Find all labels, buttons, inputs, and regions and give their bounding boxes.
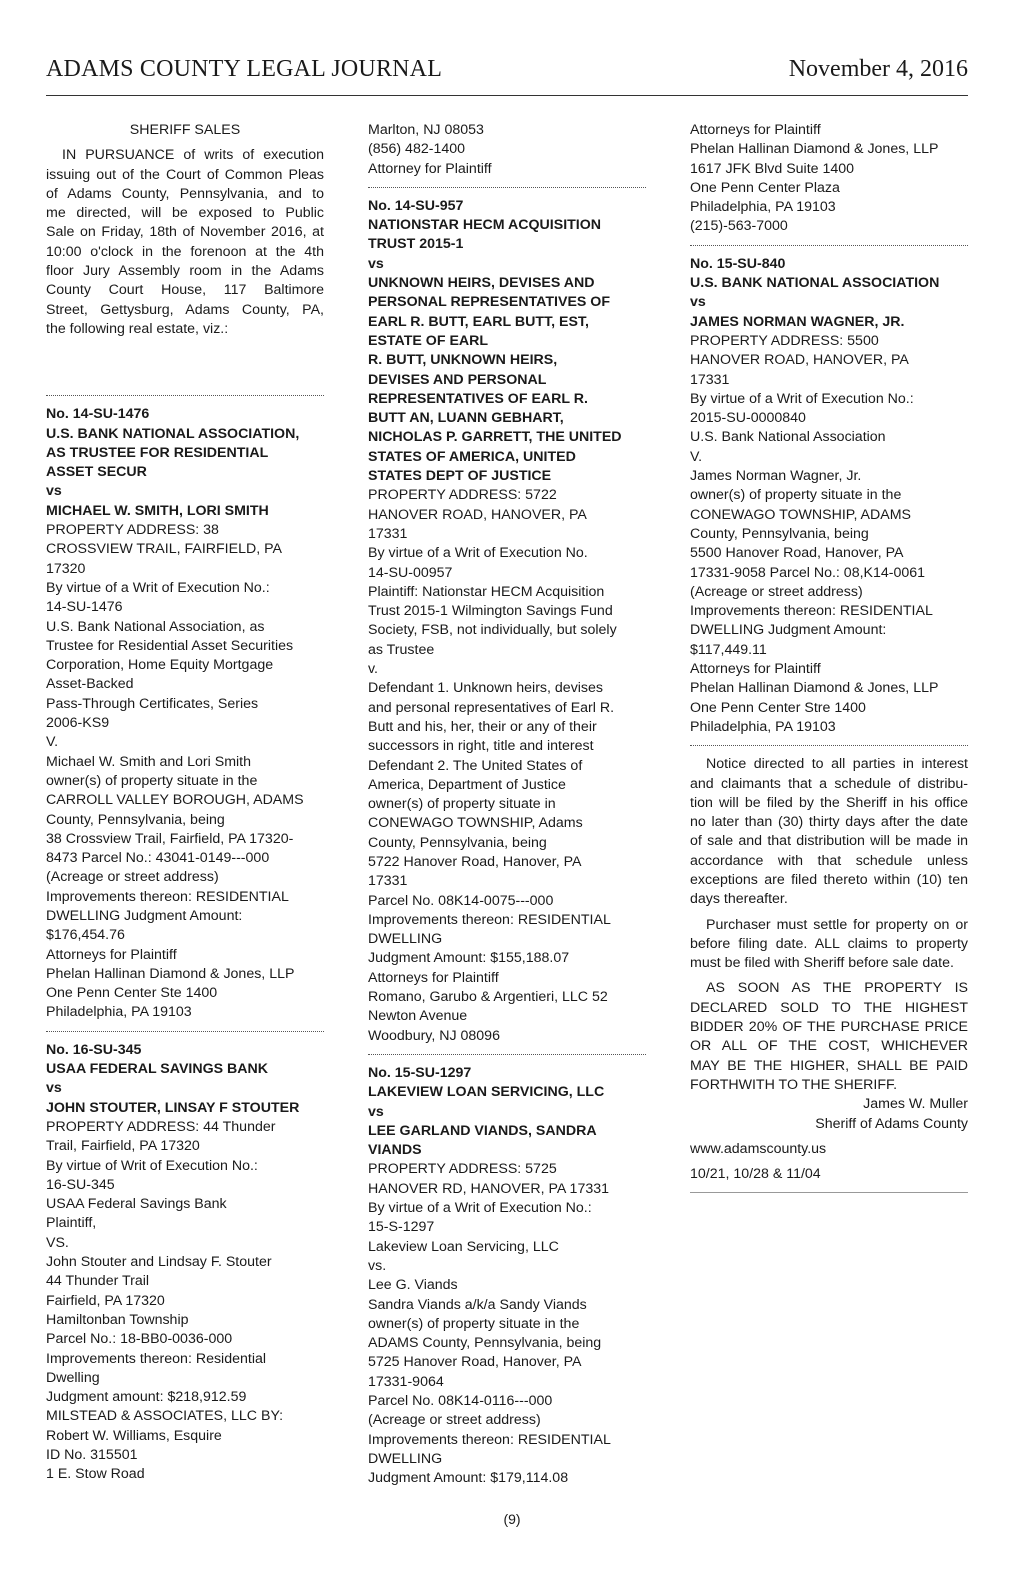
notice-line: before filing date. ALL claims to property: [690, 935, 968, 952]
case-line: Improvements thereon: RESIDENTIAL: [46, 888, 289, 905]
sheriff-sales-heading: SHERIFF SALES: [129, 122, 241, 138]
case-line: Improvements thereon: Residential: [46, 1350, 267, 1367]
case-line: vs.: [368, 1257, 387, 1274]
case-line: County, Pennsylvania, being: [368, 834, 547, 851]
case-line: 2006-KS9: [46, 715, 110, 732]
case-line: Philadelphia, PA 19103: [690, 718, 836, 735]
case-caption-line: BUTT AN, LUANN GEBHART,: [368, 410, 564, 427]
case-caption-line: VIANDS: [368, 1142, 422, 1159]
case-line: 14-SU-1476: [46, 599, 123, 616]
case-caption-line: vs: [368, 1103, 384, 1120]
case-line: Trust 2015-1 Wilmington Savings Fund: [368, 603, 613, 620]
case-line: DWELLING: [368, 1450, 443, 1467]
case-15-su-840: [690, 255, 968, 737]
case-caption-line: R. BUTT, UNKNOWN HEIRS,: [368, 352, 558, 369]
case-number: No. 14-SU-1476: [46, 406, 150, 423]
case-caption-line: STATES DEPT OF JUSTICE: [368, 468, 552, 485]
case-caption-line: U.S. BANK NATIONAL ASSOCIATION,: [46, 425, 300, 442]
case-line: America, Department of Justice: [368, 776, 566, 793]
case-line: County, Pennsylvania, being: [46, 811, 225, 828]
case-line: PROPERTY ADDRESS: 38: [46, 522, 219, 539]
case-line: HANOVER ROAD, HANOVER, PA: [368, 506, 587, 523]
case-line: John Stouter and Lindsay F. Stouter: [46, 1254, 272, 1271]
case-line: Woodbury, NJ 08096: [368, 1027, 500, 1044]
case-line: One Penn Center Plaza: [690, 179, 840, 196]
case-line: PROPERTY ADDRESS: 5500: [690, 332, 879, 349]
case-line: VS.: [46, 1234, 69, 1251]
case-line: Butt and his, her, their or any of their: [368, 718, 597, 735]
county-website: www.adamscounty.us: [690, 1140, 827, 1157]
case-line: V.: [690, 448, 703, 465]
case-14-su-957: [368, 197, 646, 1046]
case-line: U.S. Bank National Association: [690, 429, 886, 446]
case-line: 16-SU-345: [46, 1176, 115, 1193]
section-divider: [46, 395, 324, 396]
case-line: By virtue of a Writ of Execution No.:: [690, 390, 914, 407]
case-line: Parcel No.: 18-BB0-0036-000: [46, 1331, 233, 1348]
case-line: Judgment Amount: $179,114.08: [368, 1470, 569, 1487]
case-line: Plaintiff: Nationstar HECM Acquisition: [368, 583, 605, 600]
case-line: Attorneys for Plaintiff: [368, 969, 499, 986]
case-line: Sandra Viands a/k/a Sandy Viands: [368, 1296, 587, 1313]
case-line: owner(s) of property situate in the: [368, 1315, 580, 1332]
case-line: Michael W. Smith and Lori Smith: [46, 753, 252, 770]
case-line: Improvements thereon: RESIDENTIAL: [690, 603, 933, 620]
case-line: Attorneys for Plaintiff: [690, 122, 821, 138]
notice-line: no later than (30) thirty days after the date: [690, 814, 968, 831]
notice-line: and claimants that a schedule of distribu-: [690, 775, 968, 792]
case-line: 5725 Hanover Road, Hanover, PA: [368, 1354, 582, 1371]
case-line: DWELLING Judgment Amount:: [46, 907, 243, 924]
case-line: 14-SU-00957: [368, 564, 453, 581]
case-caption-line: TRUST 2015-1: [368, 236, 464, 253]
case-line: DWELLING: [368, 931, 443, 948]
case-line: Improvements thereon: RESIDENTIAL: [368, 1431, 611, 1448]
case-line: Corporation, Home Equity Mortgage: [46, 657, 274, 674]
case-caption-line: vs: [368, 255, 384, 272]
intro-line: County Court House, 117 Baltimore: [46, 282, 324, 299]
case-line: Attorneys for Plaintiff: [46, 946, 177, 963]
case-line: Lee G. Viands: [368, 1277, 458, 1294]
case-line: Phelan Hallinan Diamond & Jones, LLP: [46, 965, 295, 982]
notice-line: FORTHWITH TO THE SHERIFF.: [690, 1076, 898, 1093]
notice-line: exceptions are filed thereto within (10) ten: [690, 871, 968, 888]
case-line: By virtue of a Writ of Execution No.:: [46, 579, 270, 596]
notice-line: MAY BE THE HIGHER, SHALL BE PAID: [690, 1057, 968, 1074]
case-line: By virtue of a Writ of Execution No.:: [368, 1200, 592, 1217]
case-caption-line: PERSONAL REPRESENTATIVES OF: [368, 294, 611, 311]
case-line: DWELLING Judgment Amount:: [690, 622, 887, 639]
case-line: successors in right, title and interest: [368, 738, 594, 755]
case-line: v.: [368, 661, 378, 678]
case-line: $176,454.76: [46, 927, 125, 944]
case-line: Attorneys for Plaintiff: [690, 661, 821, 678]
intro-line: issuing out of the Court of Common Pleas: [46, 166, 324, 183]
case-caption-line: U.S. BANK NATIONAL ASSOCIATION: [690, 275, 940, 292]
notice-line: tion will be filed by the Sheriff in his office: [690, 794, 968, 811]
case-line: HANOVER RD, HANOVER, PA 17331: [368, 1180, 610, 1197]
case-line: ADAMS County, Pennsylvania, being: [368, 1335, 602, 1352]
case-caption-line: NATIONSTAR HECM ACQUISITION: [368, 217, 602, 234]
case-line: (Acreage or street address): [46, 869, 219, 886]
notice-line: of sale and that distribution will be made in: [690, 833, 968, 850]
case-line: One Penn Center Ste 1400: [46, 985, 218, 1002]
notice-line: days thereafter.: [690, 891, 788, 908]
case-caption-line: AS TRUSTEE FOR RESIDENTIAL: [46, 444, 269, 461]
case-line: 17331: [368, 525, 408, 542]
end-rule: [690, 1192, 968, 1193]
column-1: [46, 121, 324, 1485]
case-line: Newton Avenue: [368, 1008, 468, 1025]
section-divider: [46, 1031, 324, 1032]
case-number: No. 15-SU-1297: [368, 1064, 472, 1081]
case-line: County, Pennsylvania, being: [690, 525, 869, 542]
case-line: Judgment amount: $218,912.59: [46, 1389, 247, 1406]
case-15-su-1297-continued: [690, 121, 968, 237]
case-14-su-1476: [46, 405, 324, 1023]
case-line: MILSTEAD & ASSOCIATES, LLC BY:: [46, 1408, 284, 1425]
case-number: No. 16-SU-345: [46, 1041, 142, 1058]
case-line: (Acreage or street address): [368, 1412, 541, 1429]
case-caption-line: USAA FEDERAL SAVINGS BANK: [46, 1061, 269, 1078]
case-16-su-345: [46, 1041, 324, 1485]
intro-line: the following real estate, viz.:: [46, 320, 229, 337]
case-line: ID No. 315501: [46, 1447, 138, 1463]
case-line: 17331: [690, 371, 730, 388]
case-line: (Acreage or street address): [690, 583, 863, 600]
case-line: 8473 Parcel No.: 43041-0149---000: [46, 850, 270, 867]
case-line: CONEWAGO TOWNSHIP, Adams: [368, 815, 583, 832]
case-line: V.: [46, 734, 59, 751]
case-line: owner(s) of property situate in: [368, 796, 556, 813]
intro-line: 10:00 o'clock in the forenoon at the 4th: [46, 243, 324, 260]
case-caption-line: DEVISES AND PERSONAL: [368, 371, 547, 388]
notice-line: BIDDER 20% OF THE PURCHASE PRICE: [690, 1019, 968, 1036]
case-line: Society, FSB, not individually, but solely: [368, 622, 617, 639]
publication-dates: 10/21, 10/28 & 11/04: [690, 1166, 821, 1183]
case-caption-line: vs: [46, 1080, 62, 1097]
case-caption-line: REPRESENTATIVES OF EARL R.: [368, 390, 588, 407]
case-caption-line: UNKNOWN HEIRS, DEVISES AND: [368, 275, 595, 292]
case-line: 38 Crossview Trail, Fairfield, PA 17320-: [46, 830, 294, 847]
case-line: Judgment Amount: $155,188.07: [368, 950, 570, 967]
case-line: 1617 JFK Blvd Suite 1400: [690, 160, 855, 177]
case-line: 44 Thunder Trail: [46, 1273, 150, 1290]
case-line: Plaintiff,: [46, 1215, 97, 1232]
case-line: Robert W. Williams, Esquire: [46, 1427, 222, 1444]
intro-paragraph: [46, 146, 324, 339]
section-divider: [368, 1054, 646, 1055]
case-caption-line: MICHAEL W. SMITH, LORI SMITH: [46, 502, 269, 519]
case-line: 17331: [368, 873, 408, 890]
section-divider: [690, 245, 968, 246]
case-line: PROPERTY ADDRESS: 5722: [368, 487, 557, 504]
case-16-su-345-continued: [368, 121, 646, 179]
section-divider: [690, 745, 968, 746]
notice-line: OR ALL OF THE COST, WHICHEVER: [690, 1038, 968, 1055]
intro-line: floor Jury Assembly room in the Adams: [46, 263, 324, 280]
notice-line: AS SOON AS THE PROPERTY IS: [706, 980, 968, 997]
case-15-su-1297: [368, 1064, 646, 1489]
case-caption-line: ESTATE OF EARL: [368, 332, 489, 349]
case-line: 17331-9058 Parcel No.: 08,K14-0061: [690, 564, 926, 581]
case-line: 5500 Hanover Road, Hanover, PA: [690, 545, 904, 562]
case-line: One Penn Center Stre 1400: [690, 699, 866, 716]
case-line: U.S. Bank National Association, as: [46, 618, 265, 635]
case-line: Parcel No. 08K14-0075---000: [368, 892, 554, 909]
case-line: 17331-9064: [368, 1373, 444, 1390]
case-line: 5722 Hanover Road, Hanover, PA: [368, 853, 582, 870]
case-line: owner(s) of property situate in the: [690, 487, 902, 504]
case-caption-line: EARL R. BUTT, EARL BUTT, EST,: [368, 313, 589, 330]
notice-line: must be filed with Sheriff before sale date.: [690, 955, 954, 972]
case-line: (856) 482-1400: [368, 141, 466, 158]
case-caption-line: LEE GARLAND VIANDS, SANDRA: [368, 1122, 597, 1139]
case-line: Fairfield, PA 17320: [46, 1292, 165, 1309]
case-line: 1 E. Stow Road: [46, 1466, 145, 1483]
intro-line: IN PURSUANCE of writs of execution: [62, 147, 324, 164]
case-line: (215)-563-7000: [690, 218, 788, 235]
case-line: Trail, Fairfield, PA 17320: [46, 1138, 200, 1155]
case-line: 17320: [46, 560, 86, 577]
intro-line: Sale on Friday, 18th of November 2016, at: [46, 224, 324, 241]
notice-line: accordance with that schedule unless: [690, 852, 968, 869]
case-line: PROPERTY ADDRESS: 5725: [368, 1161, 557, 1178]
case-line: 15-S-1297: [368, 1219, 435, 1236]
case-line: CARROLL VALLEY BOROUGH, ADAMS: [46, 792, 304, 809]
case-line: Parcel No. 08K14-0116---000: [368, 1393, 553, 1409]
case-caption-line: NICHOLAS P. GARRETT, THE UNITED: [368, 429, 622, 446]
section-divider: [368, 187, 646, 188]
case-line: Philadelphia, PA 19103: [46, 1004, 192, 1021]
case-line: Romano, Garubo & Argentieri, LLC 52: [368, 989, 608, 1006]
case-line: Lakeview Loan Servicing, LLC: [368, 1238, 559, 1255]
case-line: 2015-SU-0000840: [690, 410, 806, 427]
case-line: USAA Federal Savings Bank: [46, 1196, 227, 1213]
case-line: PROPERTY ADDRESS: 44 Thunder: [46, 1118, 276, 1135]
column-2: [368, 121, 646, 1488]
intro-line: of Adams County, Pennsylvania, and to: [46, 185, 324, 202]
case-line: Improvements thereon: RESIDENTIAL: [368, 911, 611, 928]
case-line: owner(s) of property situate in the: [46, 772, 258, 789]
distribution-notice: [690, 755, 968, 1193]
case-line: By virtue of Writ of Execution No.:: [46, 1157, 258, 1174]
case-caption-line: STATES OF AMERICA, UNITED: [368, 448, 576, 465]
case-line: $117,449.11: [690, 641, 767, 658]
case-line: as Trustee: [368, 641, 435, 658]
case-number: No. 14-SU-957: [368, 197, 464, 214]
case-line: Trustee for Residential Asset Securities: [46, 637, 294, 654]
case-line: Hamiltonban Township: [46, 1311, 189, 1328]
case-line: James Norman Wagner, Jr.: [690, 468, 862, 485]
issue-date: November 4, 2016: [788, 56, 968, 82]
case-line: Phelan Hallinan Diamond & Jones, LLP: [690, 141, 939, 158]
case-line: Marlton, NJ 08053: [368, 122, 484, 138]
case-number: No. 15-SU-840: [690, 255, 786, 272]
intro-line: me directed, will be exposed to Public: [46, 205, 324, 222]
case-line: HANOVER ROAD, HANOVER, PA: [690, 352, 909, 369]
case-line: CONEWAGO TOWNSHIP, ADAMS: [690, 506, 911, 523]
case-line: Phelan Hallinan Diamond & Jones, LLP: [690, 680, 939, 697]
case-line: Defendant 2. The United States of: [368, 757, 583, 774]
case-caption-line: ASSET SECUR: [46, 464, 147, 481]
case-line: Asset-Backed: [46, 676, 134, 693]
page-number: (9): [503, 1511, 521, 1527]
case-line: By virtue of a Writ of Execution No.: [368, 545, 588, 562]
notice-line: DECLARED SOLD TO THE HIGHEST: [690, 999, 968, 1016]
case-line: Defendant 1. Unknown heirs, devises: [368, 680, 604, 697]
sheriff-title: Sheriff of Adams County: [815, 1115, 968, 1132]
notice-line: Purchaser must settle for property on or: [706, 916, 968, 933]
intro-line: Street, Gettysburg, Adams County, PA,: [46, 301, 324, 318]
journal-header: [46, 55, 968, 96]
case-caption-line: JAMES NORMAN WAGNER, JR.: [690, 313, 905, 330]
case-caption-line: JOHN STOUTER, LINSAY F STOUTER: [46, 1099, 300, 1116]
case-line: Philadelphia, PA 19103: [690, 199, 836, 216]
case-caption-line: LAKEVIEW LOAN SERVICING, LLC: [368, 1084, 605, 1101]
notice-line: Notice directed to all parties in interest: [706, 756, 968, 773]
case-line: Pass-Through Certificates, Series: [46, 695, 259, 712]
case-caption-line: vs: [46, 483, 62, 500]
case-line: Dwelling: [46, 1369, 100, 1386]
case-line: CROSSVIEW TRAIL, FAIRFIELD, PA: [46, 541, 282, 558]
case-caption-line: vs: [690, 294, 706, 311]
case-line: and personal representatives of Earl R.: [368, 699, 615, 716]
sheriff-name: James W. Muller: [863, 1096, 968, 1113]
case-line: Attorney for Plaintiff: [368, 160, 492, 177]
column-3: [690, 121, 968, 1193]
journal-title: ADAMS COUNTY LEGAL JOURNAL: [46, 56, 443, 82]
